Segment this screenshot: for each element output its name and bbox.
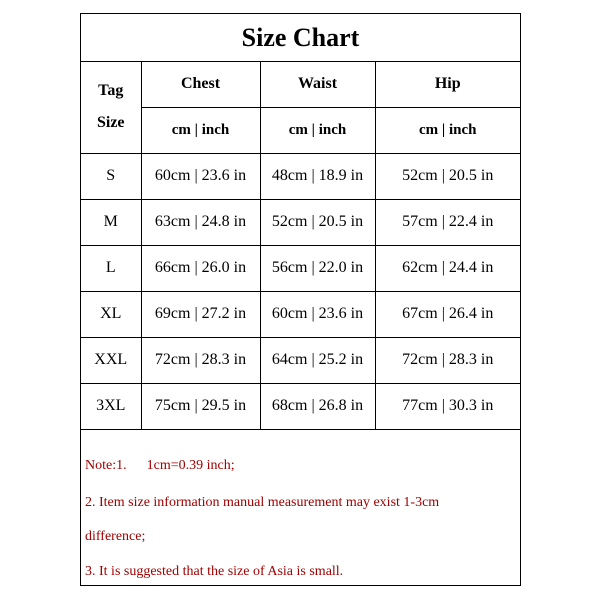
size-cell: M <box>81 199 141 245</box>
table-row <box>81 383 520 429</box>
hip-cell: 57cm | 22.4 in <box>375 199 520 245</box>
size-table <box>81 62 520 430</box>
tag-label: Tag <box>98 82 124 100</box>
note-3: 3. It is suggested that the size of Asia is small. <box>85 564 344 579</box>
chest-cell: 75cm | 29.5 in <box>141 383 260 429</box>
table-row <box>81 199 520 245</box>
chest-cell: 66cm | 26.0 in <box>141 245 260 291</box>
size-cell: 3XL <box>81 383 141 429</box>
waist-cell: 60cm | 23.6 in <box>260 291 375 337</box>
hip-cell: 52cm | 20.5 in <box>375 153 520 199</box>
waist-cell: 48cm | 18.9 in <box>260 153 375 199</box>
note-2-continued: difference; <box>85 529 146 544</box>
size-cell: S <box>81 153 141 199</box>
table-row <box>81 337 520 383</box>
waist-cell: 64cm | 25.2 in <box>260 337 375 383</box>
hip-cell: 67cm | 26.4 in <box>375 291 520 337</box>
note-1-prefix: Note:1. <box>85 458 127 473</box>
table-row <box>81 291 520 337</box>
size-cell: L <box>81 245 141 291</box>
waist-header: Waist <box>260 62 375 107</box>
size-chart-sheet <box>80 13 521 586</box>
table-row <box>81 245 520 291</box>
note-2: 2. Item size information manual measurement may exist 1-3cm <box>85 495 440 510</box>
size-cell: XXL <box>81 337 141 383</box>
chest-cell: 69cm | 27.2 in <box>141 291 260 337</box>
waist-cell: 52cm | 20.5 in <box>260 199 375 245</box>
chest-cell: 60cm | 23.6 in <box>141 153 260 199</box>
chest-cell: 72cm | 28.3 in <box>141 337 260 383</box>
hip-header: Hip <box>375 62 520 107</box>
hip-unit: cm | inch <box>375 107 520 153</box>
waist-cell: 56cm | 22.0 in <box>260 245 375 291</box>
waist-unit: cm | inch <box>260 107 375 153</box>
table-row <box>81 153 520 199</box>
waist-cell: 68cm | 26.8 in <box>260 383 375 429</box>
hip-cell: 62cm | 24.4 in <box>375 245 520 291</box>
page-title: Size Chart <box>81 14 520 62</box>
size-cell: XL <box>81 291 141 337</box>
chest-header: Chest <box>141 62 260 107</box>
chest-cell: 63cm | 24.8 in <box>141 199 260 245</box>
note-1-text: 1cm=0.39 inch; <box>146 458 235 473</box>
hip-cell: 77cm | 30.3 in <box>375 383 520 429</box>
hip-cell: 72cm | 28.3 in <box>375 337 520 383</box>
chest-unit: cm | inch <box>141 107 260 153</box>
size-label: Size <box>96 114 125 132</box>
note-1 <box>85 458 235 474</box>
tag-size-header <box>81 62 141 153</box>
